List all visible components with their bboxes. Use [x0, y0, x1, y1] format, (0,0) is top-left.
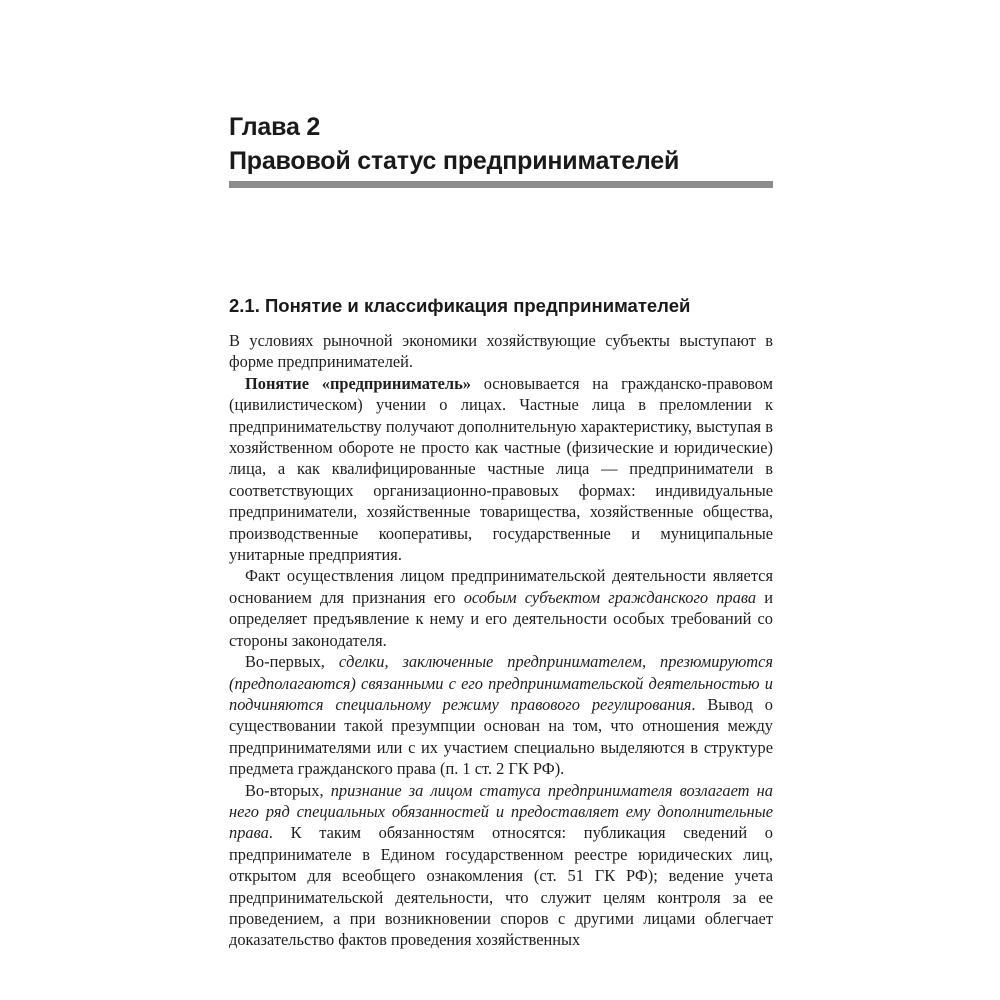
paragraph-3 — [229, 565, 773, 651]
chapter-rule — [229, 181, 773, 188]
body-text — [229, 330, 773, 951]
term-entrepreneur: Понятие «предприниматель» — [245, 373, 471, 393]
paragraph-1-text: В условиях рыночной экономики хозяйствующие субъекты выступают в форме предпринимателей. — [229, 331, 773, 372]
paragraph-4-text-b: . Вывод о существовании такой презумпции основан на том, что отношения между предпринимателями или с их участием специально выделяются в структуре предмета гражданского права (п. 1 ст. 2 ГК РФ). — [229, 694, 773, 779]
chapter-label: Глава 2 — [229, 113, 321, 141]
paragraph-5-text-a: Во-вторых, — [245, 780, 331, 800]
paragraph-2 — [229, 373, 773, 566]
paragraph-3-italic: особым субъектом гражданского права — [463, 587, 757, 607]
paragraph-5-italic: признание за лицом статуса предпринимателя возлагает на него ряд специальных обязанностей и предоставляет ему дополнительные права — [229, 780, 773, 843]
paragraph-4-text-a: Во-первых, — [245, 652, 339, 672]
paragraph-1 — [229, 330, 773, 373]
book-page — [229, 110, 773, 950]
section-title: 2.1. Понятие и классификация предпринимателей — [229, 295, 691, 316]
paragraph-4-italic: сделки, заключенные предпринимателем, презюмируются (предполагаются) связанными с его предпринимательской деятельностью и подчиняются специальному режиму правового регулирования — [229, 652, 773, 714]
paragraph-3-text-b: и определяет предъявление к нему и его деятельности особых требований со стороны законодателя. — [229, 587, 773, 650]
paragraph-4 — [229, 651, 773, 779]
paragraph-5-text-b: . К таким обязанностям относятся: публикация сведений о предпринимателе в Едином государственном реестре юридических лиц, открытом для всеобщего ознакомления (ст. 51 ГК РФ); ведение учета предпринимательской деятельности, что служит целям контроля за ее проведением, а при возникновении споров с другими лицами облегчает доказательство фактов проведения хозяйственных — [229, 823, 773, 950]
paragraph-5 — [229, 780, 773, 951]
chapter-title: Правовой статус предпринимателей — [229, 147, 680, 175]
paragraph-2-text: основывается на гражданско-правовом (цивилистическом) учении о лицах. Частные лица в преломлении к предпринимательству получают дополнительную характеристику, выступая в хозяйственном обороте не просто как частные (физические и юридические) лица, а как квалифицированные частные лица — предприниматели в соответствующих организационно-правовых формах: индивидуальные предприниматели, хозяйственные товарищества, хозяйственные общества, производственные кооперативы, государственные и муниципальные унитарные предприятия. — [229, 373, 773, 565]
paragraph-3-text-a: Факт осуществления лицом предпринимательской деятельности является основанием для признания его — [229, 566, 773, 607]
